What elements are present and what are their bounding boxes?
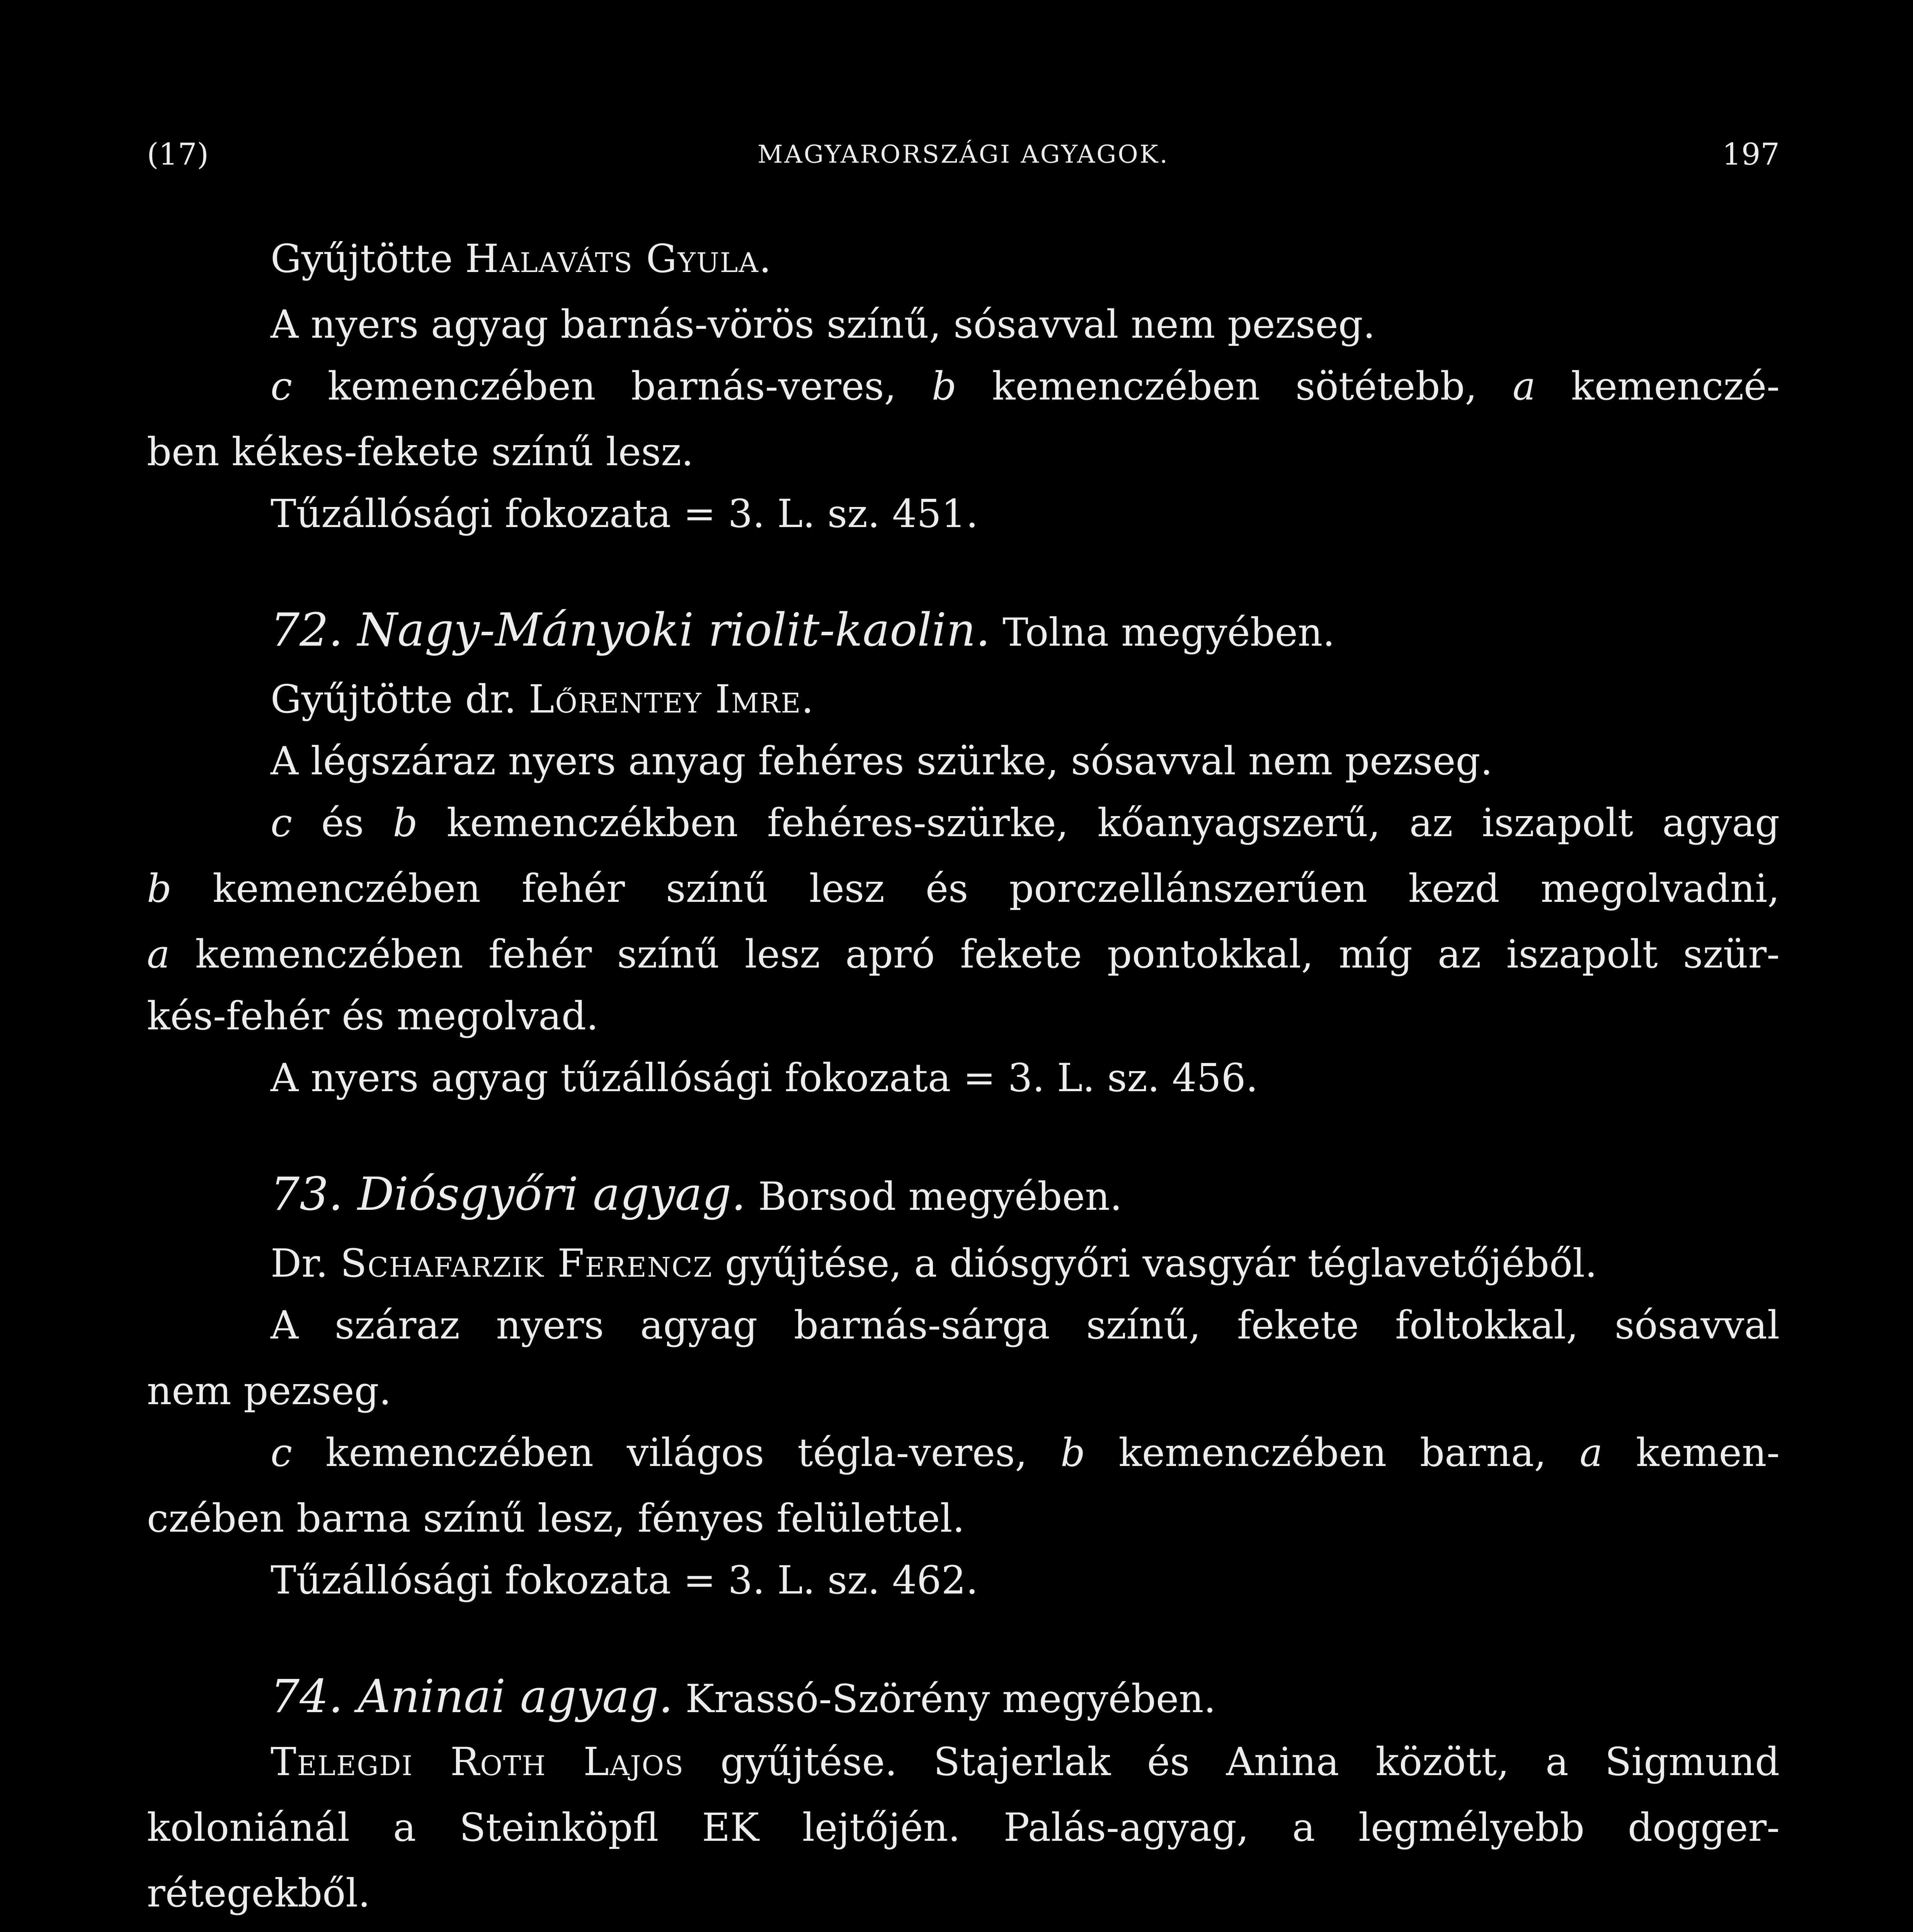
paragraph-line: A száraz nyers agyag barnás-sárga színű, fekete foltokkal, sósavval <box>271 1303 1780 1348</box>
paragraph-line <box>147 927 1780 981</box>
text: kemenczékben fehéres-szürke, kőanyagszerű, az iszapolt agyag <box>417 800 1780 845</box>
paragraph-line: A nyers agyag barnás-vörös színű, sósavval nem pezseg. <box>271 302 1375 347</box>
kiln-label: a <box>1579 1430 1603 1475</box>
entry-location: Tolna megyében. <box>990 610 1335 655</box>
kiln-label: b <box>147 866 172 911</box>
paragraph-line: nem pezseg. <box>147 1368 391 1413</box>
collector-line <box>271 1735 1780 1789</box>
fire-resistance-line: A nyers agyag tűzállósági fokozata = 3. L. sz. 456. <box>271 1055 1258 1100</box>
text: kemenczében sötétebb, <box>956 364 1513 409</box>
kiln-label: a <box>1512 364 1536 409</box>
paragraph-line <box>271 796 1780 850</box>
entry-title: Nagy-Mányoki riolit-kaolin. <box>343 603 991 656</box>
paragraph-line <box>271 359 1780 413</box>
kiln-label: b <box>932 364 957 409</box>
entry-heading-73 <box>271 1167 1122 1224</box>
entry-location: Borsod megyében. <box>745 1174 1122 1219</box>
entry-location: Krassó-Szörény megyében. <box>673 1676 1216 1721</box>
collector-name: Schafarzik Ferencz <box>340 1241 713 1286</box>
text: . <box>759 236 771 281</box>
text: Gyűjtötte <box>271 236 465 281</box>
text: kemenczé- <box>1535 364 1780 409</box>
text: kemen- <box>1602 1430 1780 1475</box>
paragraph-line <box>147 862 1780 916</box>
entry-number: 74. <box>271 1670 343 1723</box>
collector-name: Halaváts Gyula <box>465 236 759 281</box>
text: gyűjtése. Stajerlak és Anina között, a Sigmund <box>684 1739 1780 1784</box>
kiln-label: c <box>271 364 293 409</box>
text: . <box>801 677 814 722</box>
paragraph-line <box>271 1928 797 1932</box>
text: kemenczében barna, <box>1085 1430 1580 1475</box>
paragraph-line: ben kékes-fekete színű lesz. <box>147 429 694 474</box>
text: kemenczében barnás-veres, <box>292 364 932 409</box>
entry-number: 72. <box>271 603 343 656</box>
paragraph-line: czében barna színű lesz, fényes felülettel. <box>147 1496 965 1541</box>
entry-title: Aninai agyag. <box>343 1670 673 1723</box>
text: kemenczében fehér színű lesz és porczellánszerűen kezd megolvadni, <box>172 866 1780 911</box>
kiln-label: c <box>271 800 293 845</box>
kiln-label: a <box>147 932 170 977</box>
collector-line <box>271 1236 1597 1291</box>
running-header <box>147 131 1780 178</box>
running-title: MAGYARORSZÁGI AGYAGOK. <box>757 140 1169 169</box>
collector-name: Lőrentey Imre <box>528 677 802 722</box>
kiln-label: b <box>393 800 418 845</box>
entry-heading-74 <box>271 1669 1216 1726</box>
paragraph-line: rétegekből. <box>147 1871 371 1916</box>
entry-number: 73. <box>271 1167 343 1221</box>
entry-title: Diósgyőri agyag. <box>343 1167 746 1221</box>
text: és <box>292 800 393 845</box>
text: kemenczében fehér színű lesz apró fekete pontokkal, míg az iszapolt szür- <box>170 932 1780 977</box>
page-number: 197 <box>1722 137 1780 172</box>
fire-resistance-line: Tűzállósági fokozata = 3. L. sz. 462. <box>271 1558 979 1603</box>
text: gyűjtése, a diósgyőri vasgyár téglavetőjéből. <box>713 1241 1597 1286</box>
paragraph-line: A légszáraz nyers anyag fehéres szürke, sósavval nem pezseg. <box>271 738 1493 784</box>
paragraph-line: kés-fehér és megolvad. <box>147 993 599 1039</box>
kiln-label: c <box>271 1430 293 1475</box>
collector-line <box>271 672 814 726</box>
text: kemenczében világos tégla-veres, <box>292 1430 1061 1475</box>
chapter-number: (17) <box>147 137 209 172</box>
kiln-label: b <box>1060 1430 1086 1475</box>
fire-resistance-line: Tűzállósági fokozata = 3. L. sz. 451. <box>271 491 979 536</box>
text: Gyűjtötte dr. <box>271 677 529 722</box>
collector-line <box>271 232 771 286</box>
paragraph-line <box>271 1426 1780 1480</box>
paragraph-line: koloniánál a Steinköpfl EK lejtőjén. Palás-agyag, a legmélyebb dogger- <box>147 1805 1780 1850</box>
text: Dr. <box>271 1241 340 1286</box>
collector-name: Telegdi Roth Lajos <box>271 1739 684 1784</box>
entry-heading-72 <box>271 603 1335 660</box>
